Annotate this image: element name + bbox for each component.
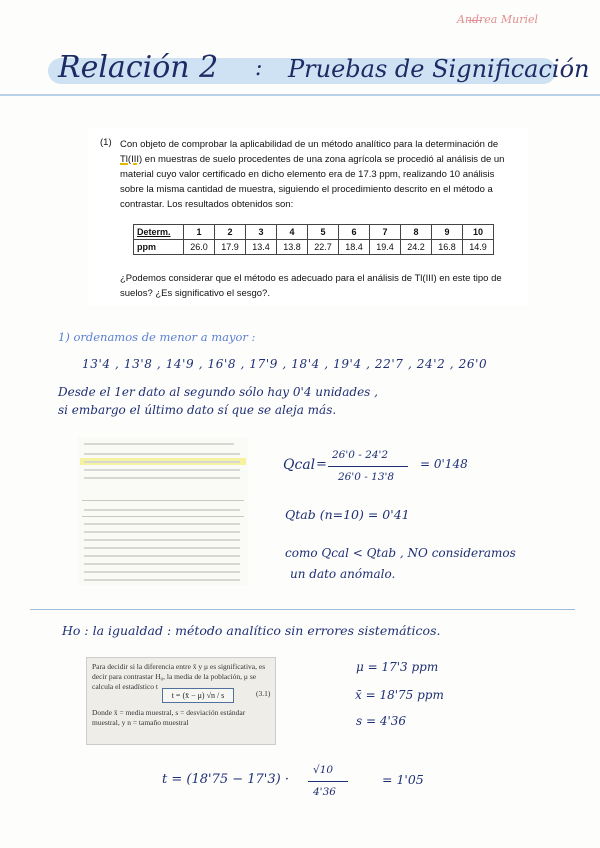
table-cell: 6 [339,225,370,240]
q-table-line [84,509,240,511]
table-cell: 2 [215,225,246,240]
table-cell: 9 [432,225,463,240]
table-cell: 24.2 [401,240,432,255]
qcal-fraction-bar [328,466,408,467]
null-hypothesis: Ho : la igualdad : método analítico sin errores sistemáticos. [62,623,441,638]
table-row [134,240,494,255]
table-cell: 4 [277,225,308,240]
problem-text-part1: Con objeto de comprobar la aplicabilidad de un método analítico para la determinación de [120,139,499,150]
conclusion-line-2: un dato anómalo. [290,567,396,581]
page-title-right: Pruebas de Significación [288,55,590,83]
q-table-line [84,531,240,533]
s-value: s = 4'36 [356,714,407,728]
table-cell: 1 [184,225,215,240]
qcal-equals: = [316,457,327,472]
table-cell: 7 [370,225,401,240]
ttest-excerpt-note: Donde x̄ = media muestral, s = desviación estándar muestral, y n = tamaño muestral [92,708,246,727]
q-table-line [84,547,240,549]
ttest-equation-number: (3.1) [256,689,271,698]
sorted-values: 13'4 , 13'8 , 14'9 , 16'8 , 17'9 , 18'4 , 19'4 , 22'7 , 24'2 , 26'0 [82,357,488,371]
t-calculation: t = (18'75 − 17'3) · [162,772,289,787]
step1-heading: 1) ordenamos de menor a mayor : [58,330,256,344]
xbar-value: x̄ = 18'75 ppm [355,688,444,702]
q-table-line [84,539,240,541]
t-fraction-bar [308,781,348,782]
page-title-left: Relación 2 [58,50,219,85]
qtab-value: Qtab (n=10) = 0'41 [285,507,410,522]
table-cell: 5 [308,225,339,240]
table-cell: 22.7 [308,240,339,255]
q-table-rule [82,500,244,501]
table-row-label: ppm [134,240,184,255]
table-cell: 14.9 [463,240,494,255]
table-cell: 19.4 [370,240,401,255]
q-table-line [84,563,240,565]
table-cell: 3 [246,225,277,240]
ttest-formula-box: t = (x̄ − μ) √n / s [162,688,234,703]
problem-text-part2: en muestras de suelo procedentes de una zona agrícola se procedió al análisis de un material cuyo valor certificado en dicho elemento era de 17.3 ppm, realizando 10 análisis sobre la misma cantidad de muestra, siguiendo el procedimiento descrito en el método a contrastar. Los resultados obtenidos son: [120,154,505,210]
table-header-label: Determ. [134,225,184,240]
table-cell: 18.4 [339,240,370,255]
problem-text-highlight: Tl(III) [120,154,143,165]
q-table-line [84,443,234,445]
table-header-row [134,225,494,240]
observation-line-1: Desde el 1er dato al segundo sólo hay 0'4 unidades , [58,385,378,399]
problem-statement [120,137,520,212]
table-cell: 8 [401,225,432,240]
table-cell: 16.8 [432,240,463,255]
q-table-line [84,453,240,455]
qcal-result: = 0'148 [420,457,468,471]
t-result: = 1'05 [382,772,424,787]
q-table-image [78,437,248,585]
q-table-line [84,571,240,573]
q-table-line [84,461,240,463]
qcal-numerator: 26'0 - 24'2 [332,449,389,461]
table-cell: 13.4 [246,240,277,255]
table-cell: 13.8 [277,240,308,255]
t-fraction-denominator: 4'36 [313,786,336,798]
table-cell: 10 [463,225,494,240]
q-table-line [84,477,240,479]
problem-question: ¿Podemos considerar que el método es adecuado para el análisis de Tl(III) en este tipo de suelos? ¿Es significativo el sesgo?. [120,273,502,299]
table-cell: 17.9 [215,240,246,255]
q-table-line [84,579,240,581]
author-name: Andrea Muriel [456,13,538,26]
conclusion-line-1: como Qcal < Qtab , NO consideramos [285,546,516,560]
q-table-line [84,555,240,557]
table-cell: 26.0 [184,240,215,255]
qcal-denominator: 26'0 - 13'8 [338,471,395,483]
t-fraction-numerator: √10 [313,764,334,776]
observation-line-2: si embargo el último dato sí que se aleja más. [58,403,337,417]
page-title-colon: : [255,56,263,81]
q-table-line [84,523,240,525]
q-table-rule [82,516,244,517]
mu-value: μ = 17'3 ppm [356,660,439,674]
q-table-line [84,469,240,471]
section-divider [30,609,575,610]
ttest-excerpt-text: Para decidir si la diferencia entre x̄ y μ es significativa, es decir para contrastar H₀, la media de la población, μ se calcula el estadístico t [92,662,266,691]
title-divider [0,94,600,96]
results-table [133,224,494,255]
qcal-label: Qcal [283,457,316,473]
problem-number: (1) [100,137,112,148]
